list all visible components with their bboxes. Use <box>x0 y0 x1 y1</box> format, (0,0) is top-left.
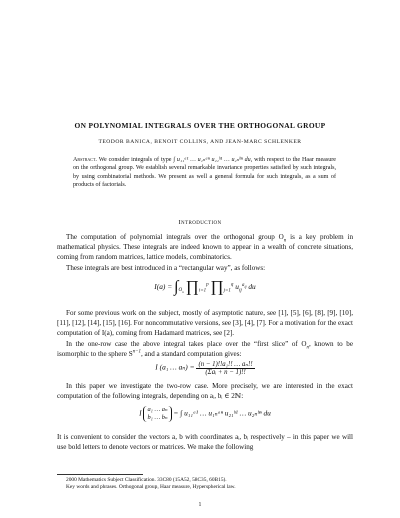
paragraph-5: In this paper we investigate the two-row case. More precisely, we are interested in the exact computation of the following integrals, depending on aᵢ, bᵢ ∈ 2ℕ: <box>57 382 353 401</box>
footnote-rule <box>57 474 143 475</box>
paragraph-6: It is convenient to consider the vectors a, b with coordinates aᵢ, bᵢ respectively – in this paper we will use bold letters to denote vectors or matrices. We make the following <box>57 433 353 452</box>
paragraph-3: For some previous work on the subject, mostly of asymptotic nature, see [1], [5], [6], [8], [9], [10], [11], [12], [14], [15], [16]. For noncommutative versions, see [3], [4], [7]. For a motivation for the exact computation of I(a), coming from Hadamard matrices, see [2]. <box>57 309 353 338</box>
eq2-numerator: (n − 1)!!a₁!! … aₙ!! <box>198 361 253 368</box>
intro-block-3 <box>57 381 353 401</box>
paragraph-4: In the one-row case the above integral takes place over the “first slice” of $O_n$, known to be isomorphic to the sphere $S^{n-1}$, and a standard computation gives: <box>57 339 353 358</box>
paper-authors: TEODOR BANICA, BENOIT COLLINS, AND JEAN-MARC SCHLENKER <box>98 139 302 145</box>
paper-title: ON POLYNOMIAL INTEGRALS OVER THE ORTHOGONAL GROUP <box>74 121 326 130</box>
abstract-text-2: with respect to the Haar measure on the orthogonal group. We establish several remarkable invariance properties satisfied by such integrals, by using combinatorial methods. We present as well a general formula for such integrals, as a sum of products of factorials. <box>73 157 337 188</box>
equation-2: I (a₁ … aₙ) = $\frac{\text{(n − 1)!!a₁!! … aₙ!!}}{\text{(Σaᵢ + n − 1)!!}}$ <box>155 361 253 376</box>
abstract-text-1: We consider integrals of type <box>98 157 172 163</box>
section-heading: Introduction <box>178 219 222 226</box>
abstract <box>73 156 336 189</box>
abstract-formula: ∫ u₁₁ᵃ¹ … u₁ₙᵃⁿ u₂₁ᵇ¹ … u₂ₙᵇⁿ du, <box>173 157 253 163</box>
footnote-keywords: Key words and phrases. Orthogonal group, Haar measure, Hyperspherical law. <box>66 484 236 491</box>
eq3-matrix: a₁ … aₙ b₁ … bₙ <box>143 406 171 422</box>
abstract-label: Abstract. <box>73 157 97 163</box>
equation-1: $I(a) = \int_{O_n}$ $\prod_{i=1}^p$ $\prod_{j=1}^q$ $u_{ij}^{a_{ij}}$ du <box>154 278 256 296</box>
paragraph-2: These integrals are best introduced in a “rectangular way”, as follows: <box>66 263 266 272</box>
intro-block-1 <box>57 232 353 273</box>
intro-block-4 <box>57 432 353 452</box>
page-number: 1 <box>198 502 202 508</box>
footnotes <box>57 477 353 492</box>
paragraph-1: The computation of polynomial integrals over the orthogonal group $O_n$ is a key problem in mathematical physics. These integrals are indeed known to appear in a wealth of concrete situations, coming from random matrices, lattice models, combinatorics. <box>57 233 353 262</box>
eq2-denominator: (Σaᵢ + n − 1)!! <box>205 369 246 376</box>
intro-block-2 <box>57 308 353 359</box>
equation-3: I a₁ … aₙ b₁ … bₙ = ∫ u₁₁ᵃ¹ … u₁ₙᵃⁿ u₂₁ᵇ¹ … u₂ₙᵇⁿ du <box>139 406 271 421</box>
footnote-msc: 2000 Mathematics Subject Classification. 33C80 (15A52, 58C35, 60B15). <box>66 477 227 483</box>
